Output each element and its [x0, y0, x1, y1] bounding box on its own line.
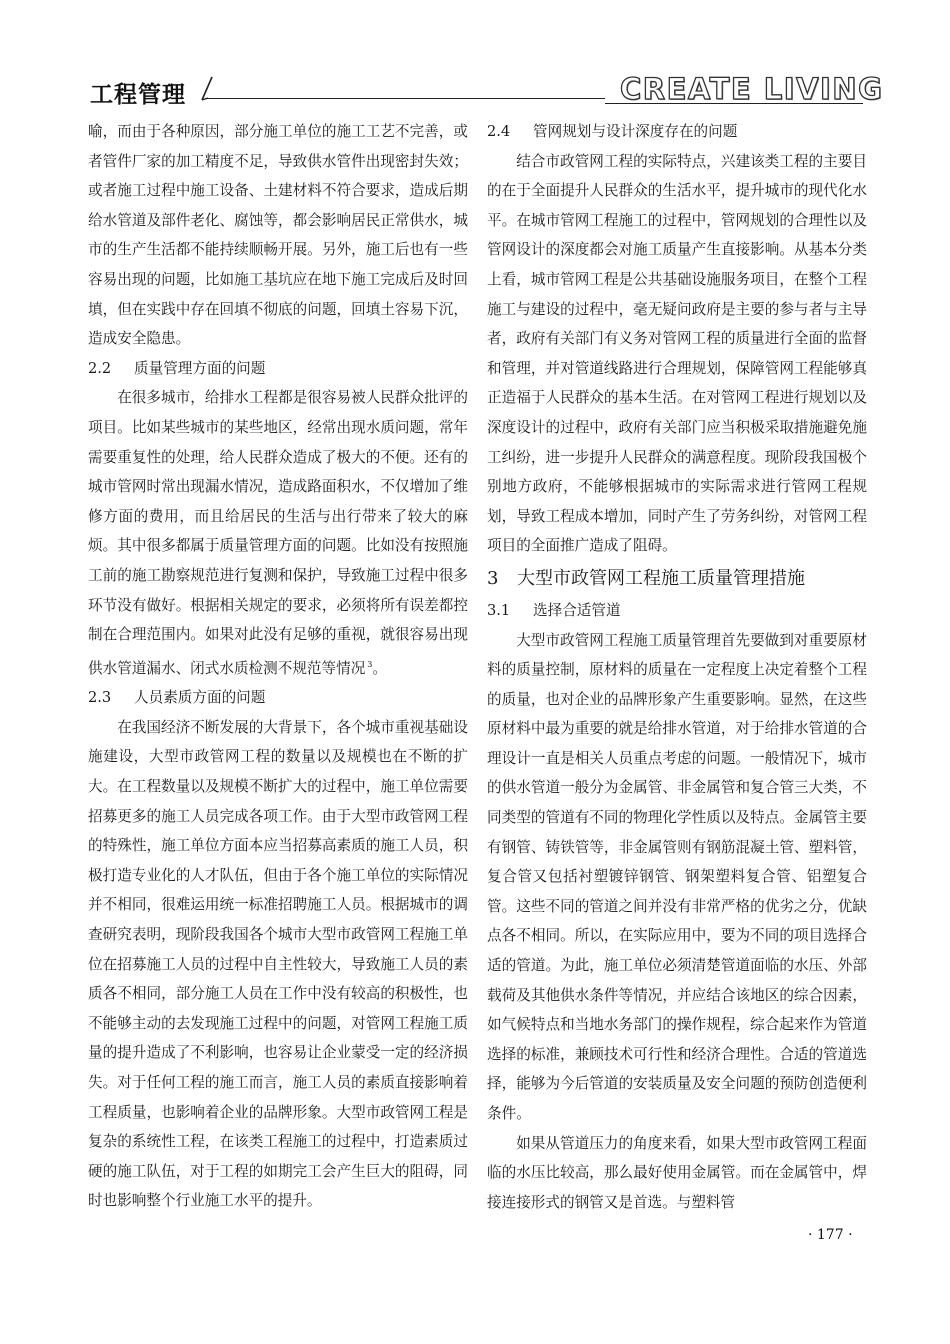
section-number: 2.4 [487, 123, 511, 140]
brand-logo: CREATE LIVING [620, 72, 884, 106]
paragraph: 结合市政管网工程的实际特点，兴建该类工程的主要目的在于全面提升人民群众的生活水平，提升城市的现代化水平。在城市管网工程施工的过程中，管网规划的合理性以及管网设计的深度都会对施工质量产生直接影响。从基本分类上看，城市管网工程是公共基础设施服务项目，在整个工程施工与建设的过程中，毫无疑问政府是主要的参与者与主导者，政府有关部门有义务对管网工程的质量进行全面的监督和管理，并对管道线路进行合理规划，保障管网工程能够真正造福于人民群众的基本生活。在对管网工程进行规划以及深度设计的过程中，政府有关部门应当积极采取措施避免施工纠纷，进一步提升人民群众的满意程度。现阶段我国极个别地方政府，不能够根据城市的实际需求进行管网工程规划，导致工程成本增加，同时产生了劳务纠纷，对管网工程项目的全面推广造成了阻碍。 [487, 152, 867, 555]
page-number: · 177 · [808, 1227, 853, 1243]
section-heading-3-1 [487, 596, 867, 626]
section-number: 2.2 [88, 359, 112, 377]
section-number: 3.1 [487, 601, 511, 619]
section-heading-3 [487, 564, 867, 594]
paragraph-text: 在很多城市，给排水工程都是很容易被人民群众批评的项目。比如某些城市的某些地区，经常出现水质问题，常年需要重复性的处理，给人民群众造成了极大的不便。还有的城市管网时常出现漏水情况，造成路面积水，不仅增加了维修方面的费用，而且给居民的生活与出行带来了较大的麻烦。其中很多都属于质量管理方面的问题。比如没有按照施工前的施工勘察规范进行复测和保护，导致施工过程中很多环节没有做好。根据相关规定的要求，必须将所有误差都控制在合理范围内。如果对此没有足够的重视，就很容易出现供水管道漏水、闭式水质检测不规范等情况 [88, 389, 468, 677]
left-column [88, 117, 468, 1216]
header-rule [205, 98, 605, 99]
section-title: 人员素质方面的问题 [134, 689, 266, 707]
section-number: 3 [487, 567, 499, 589]
paragraph [88, 383, 468, 683]
paragraph: 如果从管道压力的角度来看，如果大型市政管网工程面临的水压比较高，那么最好使用金属管。而在金属管中，焊接连接形式的钢管又是首选。与塑料管 [487, 1134, 867, 1211]
section-number: 2.3 [88, 689, 112, 707]
right-column [487, 117, 867, 1217]
citation-marker: 3 [367, 659, 373, 669]
section-heading-2-4 [487, 117, 867, 147]
section-title: 质量管理方面的问题 [134, 359, 266, 377]
section-title: 选择合适管道 [533, 601, 621, 619]
paragraph: 喻，而由于各种原因，部分施工单位的施工工艺不完善，或者管件厂家的加工精度不足，导致供水管件出现密封失效；或者施工过程中施工设备、土建材料不符合要求，造成后期给水管道及部件老化、腐蚀等，都会影响居民正常供水，城市的生产生活都不能持续顺畅开展。另外，施工后也有一些容易出现的问题，比如施工基坑应在地下施工完成后及时回填，但在实践中存在回填不彻底的问题，回填土容易下沉，造成安全隐患。 [88, 123, 468, 348]
paragraph: 在我国经济不断发展的大背景下，各个城市重视基础设施建设，大型市政管网工程的数量以及规模也在不断的扩大。在工程数量以及规模不断扩大的过程中，施工单位需要招募更多的施工人员完成各项工作。由于大型市政管网工程的特殊性，施工单位方面本应当招募高素质的施工人员，积极打造专业化的人才队伍，但由于各个施工单位的实际情况并不相同，很难运用统一标准招聘施工人员。根据城市的调查研究表明，现阶段我国各个城市大型市政管网工程施工单位在招募施工人员的过程中自主性较大，导致施工人员的素质各不相同，部分施工人员在工作中没有较高的积极性，也不能够主动的去发现施工过程中的问题，对管网工程施工质量的提升造成了不利影响，也容易让企业蒙受一定的经济损失。对于任何工程的施工而言，施工人员的素质直接影响着工程质量，也影响着企业的品牌形象。大型市政管网工程是复杂的系统性工程，在该类工程施工的过程中，打造素质过硬的施工队伍，对于工程的如期完工会产生巨大的阻碍，同时也影响整个行业施工水平的提升。 [88, 718, 468, 1210]
paragraph-end: 。 [372, 659, 387, 677]
page-header [0, 0, 950, 120]
section-title: 大型市政管网工程施工质量管理措施 [517, 567, 805, 589]
section-heading-2-2 [88, 354, 468, 384]
section-heading-2-3 [88, 683, 468, 713]
journal-name: 工程管理 [90, 82, 186, 108]
section-title: 管网规划与设计深度存在的问题 [533, 123, 738, 140]
paragraph: 大型市政管网工程施工质量管理首先要做到对重要原材料的质量控制，原材料的质量在一定程度上决定着整个工程的质量，也对企业的品牌形象产生重要影响。显然，在这些原材料中最为重要的就是给排水管道，对于给排水管道的合理设计一直是相关人员重点考虑的问题。一般情况下，城市的供水管道一般分为金属管、非金属管和复合管三大类，不同类型的管道有不同的物理化学性质以及特点。金属管主要有钢管、铸铁管等，非金属管则有钢筋混凝土管、塑料管，复合管又包括衬塑镀锌钢管、钢架塑料复合管、铝塑复合管。这些不同的管道之间并没有非常严格的优劣之分，优缺点各不相同。所以，在实际应用中，要为不同的项目选择合适的管道。为此，施工单位必须清楚管道面临的水压、外部载荷及其他供水条件等情况，并应结合该地区的综合因素，如气候特点和当地水务部门的操作规程，综合起来作为管道选择的标准，兼顾技术可行性和经济合理性。合适的管道选择，能够为今后管道的安装质量及安全问题的预防创造便利条件。 [487, 631, 867, 1122]
